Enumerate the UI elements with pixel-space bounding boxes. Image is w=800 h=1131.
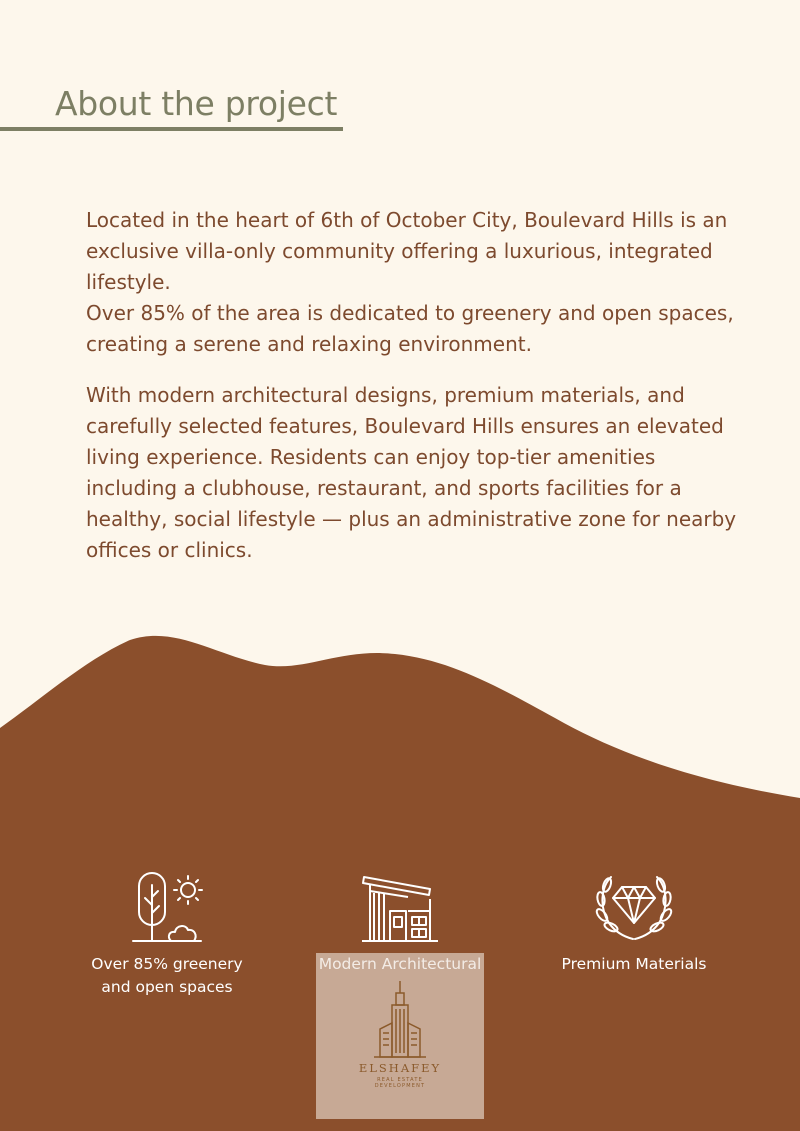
- greenery-paragraph: Over 85% of the area is dedicated to greenery and open spaces, creating a serene and relaxing environment.: [86, 301, 734, 356]
- diamond-laurel-icon: [534, 865, 734, 945]
- building-icon: [300, 865, 500, 945]
- feature-materials-label: Premium Materials: [561, 955, 707, 973]
- page-title: About the project: [55, 84, 338, 123]
- features-paragraph: With modern architectural designs, premium materials, and carefully selected features, Boulevard Hills ensures an elevated living experience. Residents can enjoy top-tier amenities including a clubhouse, restaurant, and sports facilities for a healthy, social lifestyle — plus an administrative zone for nearby offices or clinics.: [86, 383, 737, 562]
- watermark-name: ELSHAFEY: [358, 1061, 442, 1075]
- feature-materials: [534, 865, 734, 976]
- elshafey-watermark: [316, 953, 484, 1119]
- watermark-subtitle-line2: DEVELOPMENT: [374, 1083, 426, 1089]
- watermark-subtitle: [316, 1077, 484, 1089]
- feature-greenery-label-line2: and open spaces: [101, 978, 233, 996]
- watermark-subtitle-line1: REAL ESTATE: [377, 1077, 423, 1083]
- feature-greenery: [67, 865, 267, 999]
- feature-greenery-label-line1: Over 85% greenery: [91, 955, 243, 973]
- tree-sun-icon: [67, 865, 267, 945]
- intro-paragraph: Located in the heart of 6th of October City, Boulevard Hills is an exclusive villa-only community offering a luxurious, integrated lifestyle.: [86, 208, 728, 294]
